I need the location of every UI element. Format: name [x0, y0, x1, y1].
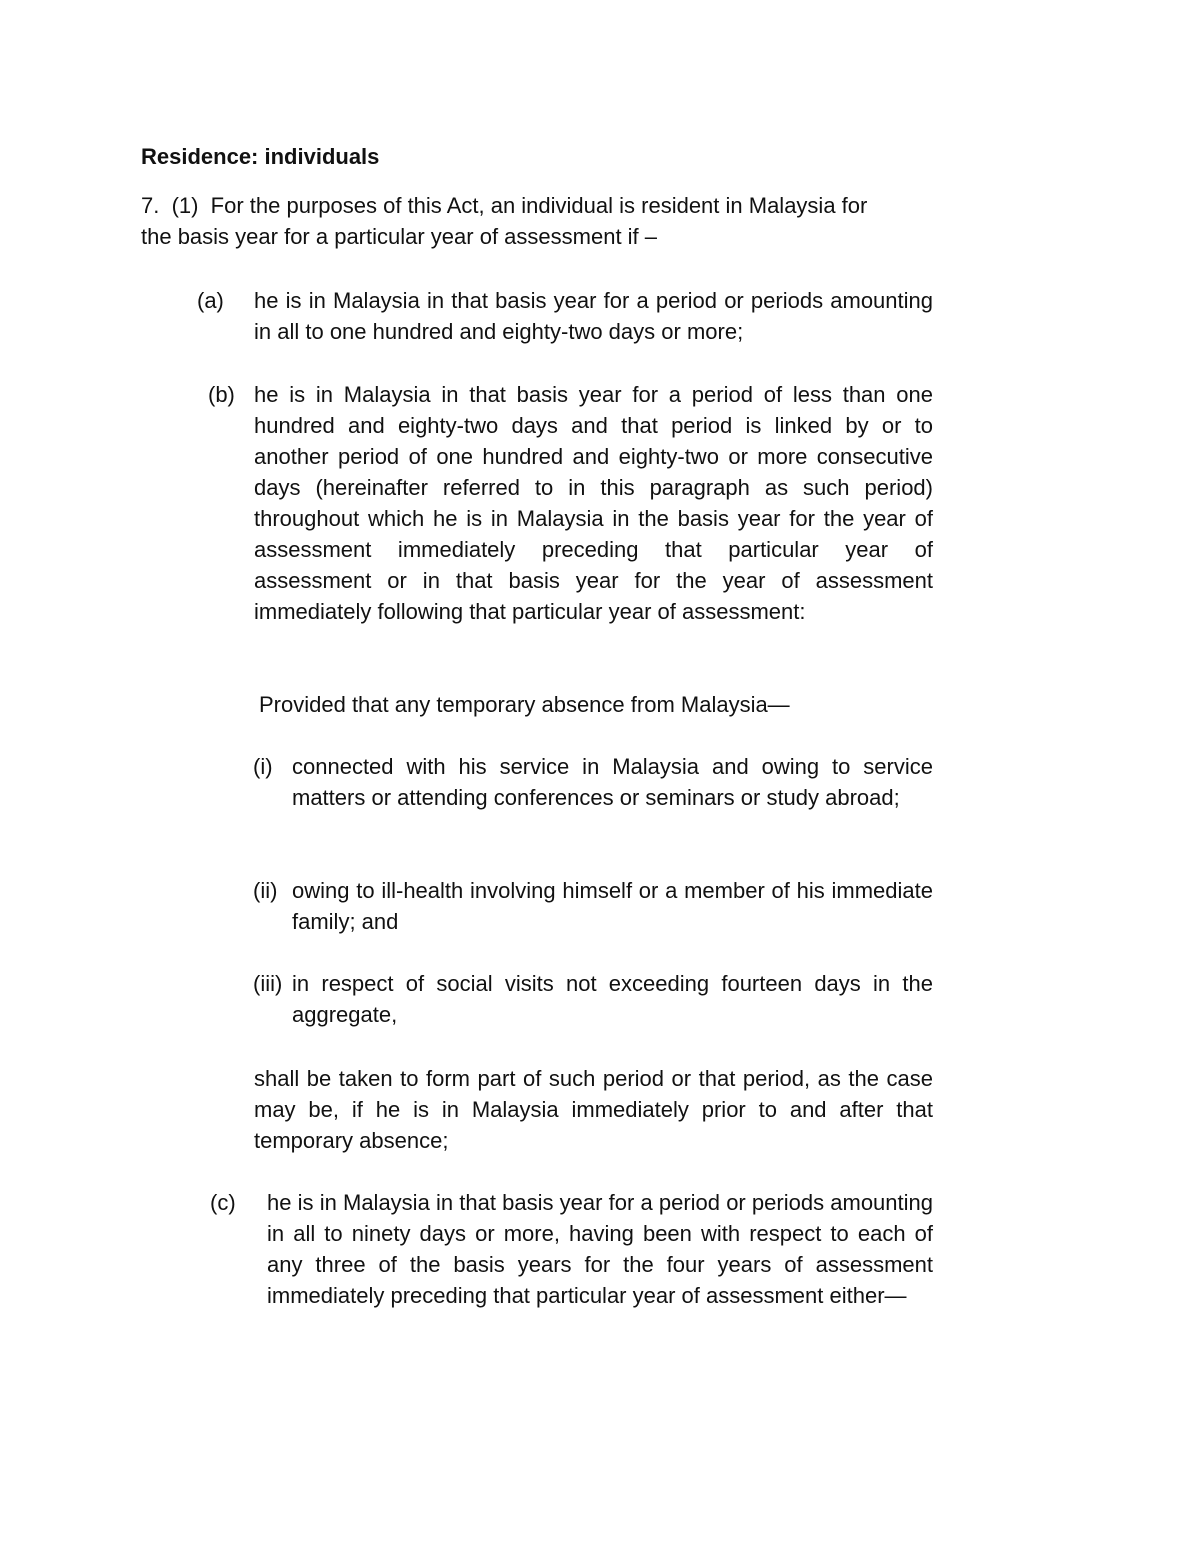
sub-i-text: connected with his service in Malaysia and owing to service matters or attending conferences or seminars or study abroad;: [292, 754, 933, 810]
para-a-text: he is in Malaysia in that basis year for a period or periods amounting in all to one hundred and eighty-two days or more;: [254, 288, 933, 344]
closing-paragraph: shall be taken to form part of such period or that period, as the case may be, if he is in Malaysia immediately prior to and after that temporary absence;: [254, 1066, 933, 1153]
intro-line-1: 7. (1) For the purposes of this Act, an individual is resident in Malaysia for: [141, 193, 868, 218]
sub-ii-text: owing to ill-health involving himself or a member of his immediate family; and: [292, 878, 933, 934]
sub-iii-text: in respect of social visits not exceeding fourteen days in the aggregate,: [292, 971, 933, 1027]
proviso-text: Provided that any temporary absence from Malaysia—: [259, 692, 790, 717]
para-b-text: he is in Malaysia in that basis year for a period of less than one hundred and eighty-two days and that period is linked by or to another period of one hundred and eighty-two or more consecutive days (hereinafter referred to in this paragraph as such period) throughout which he is in Malaysia in the basis year for the year of assessment immediately preceding that particular year of assessment or in that basis year for the year of assessment immediately following that particular year of assessment:: [254, 382, 933, 624]
sub-iii-marker: (iii): [253, 971, 283, 996]
para-c-marker: (c): [210, 1190, 236, 1215]
intro-paragraph: [141, 190, 931, 252]
sub-i-marker: (i): [253, 754, 273, 779]
para-b-marker: (b): [208, 382, 235, 407]
section-heading: Residence: individuals: [141, 144, 380, 169]
sub-ii-marker: (ii): [253, 878, 278, 903]
para-a-marker: (a): [197, 288, 224, 313]
intro-line-2: the basis year for a particular year of assessment if –: [141, 224, 658, 249]
para-c-text: he is in Malaysia in that basis year for a period or periods amounting in all to ninety days or more, having been with respect to each of any three of the basis years for the four years of assessment immediately preceding that particular year of assessment either—: [267, 1190, 933, 1308]
